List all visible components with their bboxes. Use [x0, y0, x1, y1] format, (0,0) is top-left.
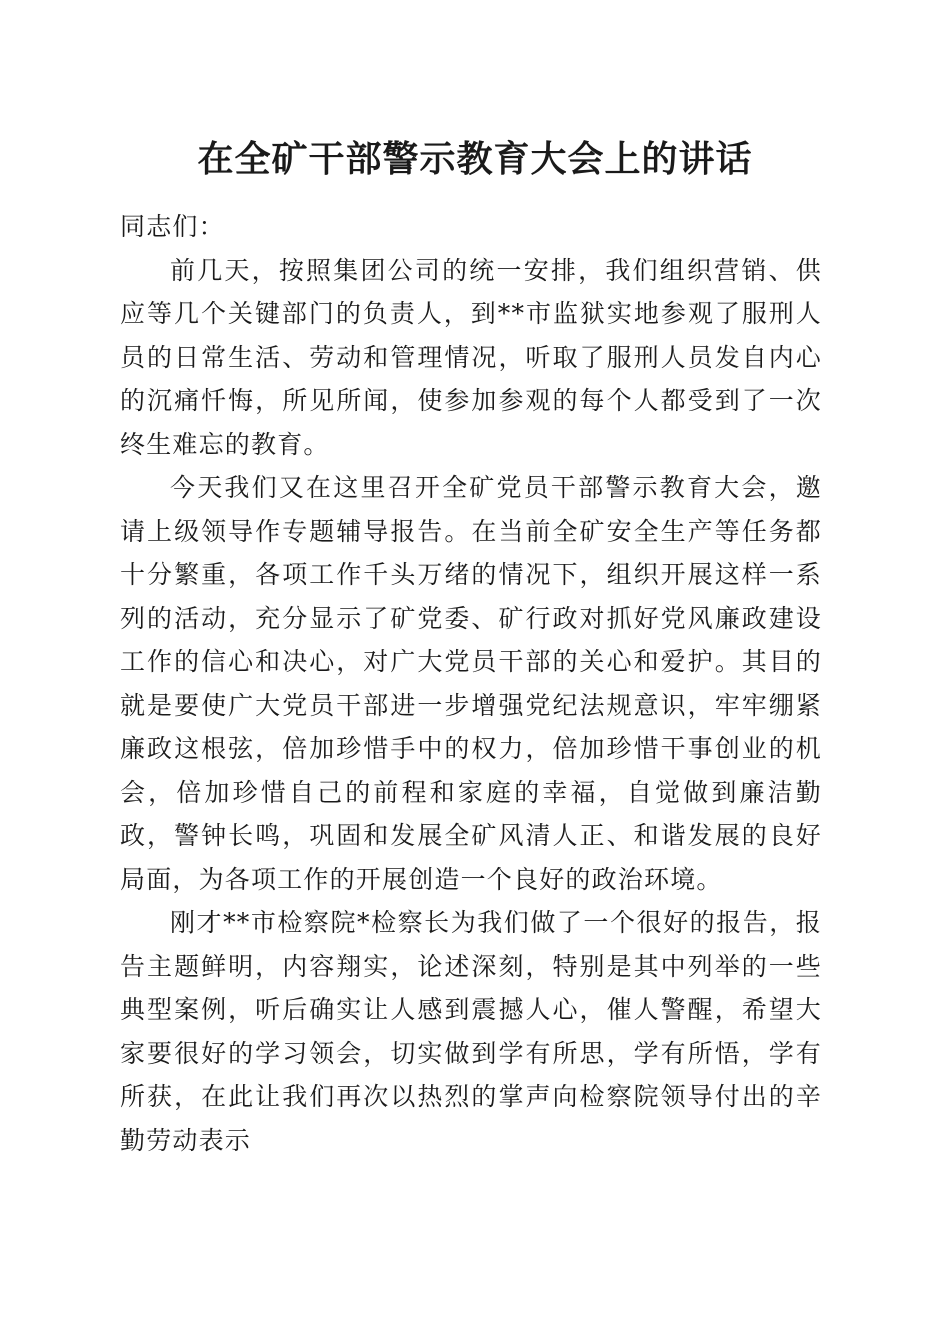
paragraph-1: 前几天，按照集团公司的统一安排，我们组织营销、供应等几个关键部门的负责人，到**市监狱实地参观了服刑人员的日常生活、劳动和管理情况，听取了服刑人员发自内心的沉痛忏悔，所见所闻，使参加参观的每个人都受到了一次终生难忘的教育。 — [120, 255, 822, 459]
salutation: 同志们： — [120, 212, 225, 241]
document-title: 在全矿干部警示教育大会上的讲话 — [197, 138, 753, 180]
paragraph-3: 刚才**市检察院*检察长为我们做了一个很好的报告，报告主题鲜明，内容翔实，论述深刻，特别是其中列举的一些典型案例，听后确实让人感到震撼人心，催人警醒，希望大家要很好的学习领会，切实做到学有所思，学有所悟，学有所获，在此让我们再次以热烈的掌声向检察院领导付出的辛勤劳动表示 — [120, 908, 822, 1155]
document-body — [120, 205, 822, 1162]
paragraph-2: 今天我们又在这里召开全矿党员干部警示教育大会，邀请上级领导作专题辅导报告。在当前全矿安全生产等任务都十分繁重，各项工作千头万绪的情况下，组织开展这样一系列的活动，充分显示了矿党委、矿行政对抓好党风廉政建设工作的信心和决心，对广大党员干部的关心和爱护。其目的就是要使广大党员干部进一步增强党纪法规意识，牢牢绷紧廉政这根弦，倍加珍惜手中的权力，倍加珍惜干事创业的机会，倍加珍惜自己的前程和家庭的幸福，自觉做到廉洁勤政，警钟长鸣，巩固和发展全矿风清人正、和谐发展的良好局面，为各项工作的开展创造一个良好的政治环境。 — [120, 473, 822, 894]
